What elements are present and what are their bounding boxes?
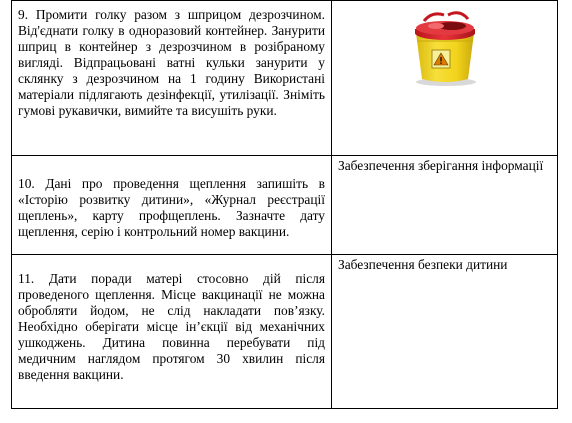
image-cell (332, 1, 558, 156)
step-cell (12, 255, 332, 409)
procedure-table (11, 0, 558, 409)
step-text: 10. Дані про проведення щеплення запишіть в «Історію розвитку дитини», «Журнал реєстрації щеплень», карту профщеплень. Зазначте дату щеплення, серію і контрольний номер вакцини. (18, 176, 325, 239)
table-row (12, 1, 558, 156)
purpose-text: Забезпечення зберігання інформації (338, 158, 544, 173)
step-cell (12, 156, 332, 255)
purpose-text: Забезпечення безпеки дитини (338, 257, 508, 272)
step-text: 11. Дати поради матері стосовно дій після проведеного щеплення. Місце вакцинації не можна обробляти йодом, не слід накладати пов’язку. Необхідно оберігати місце ін’єкції від механічних ушкоджень. Дитина повинна перебувати під медичним наглядом протягом 30 хвилин після введення вакцини. (18, 271, 325, 382)
step-text: 9. Промити голку разом з шприцом дезрозчином. Від'єднати голку в одноразовий контейнер. Занурити шприц в контейнер з дезрозчином в розібраному вигляді. Відпрацьовані ватні кульки занурити у склянку з дезрозчином на 1 годину Використані матеріали підлягають дезінфекції, утилізації. Зніміть гумові рукавички, вимийте та висушіть руки. (18, 7, 325, 118)
purpose-cell (332, 156, 558, 255)
step-cell (12, 1, 332, 156)
table-row (12, 255, 558, 409)
table-row (12, 156, 558, 255)
sharps-disposal-container-icon (332, 1, 557, 87)
purpose-cell (332, 255, 558, 409)
